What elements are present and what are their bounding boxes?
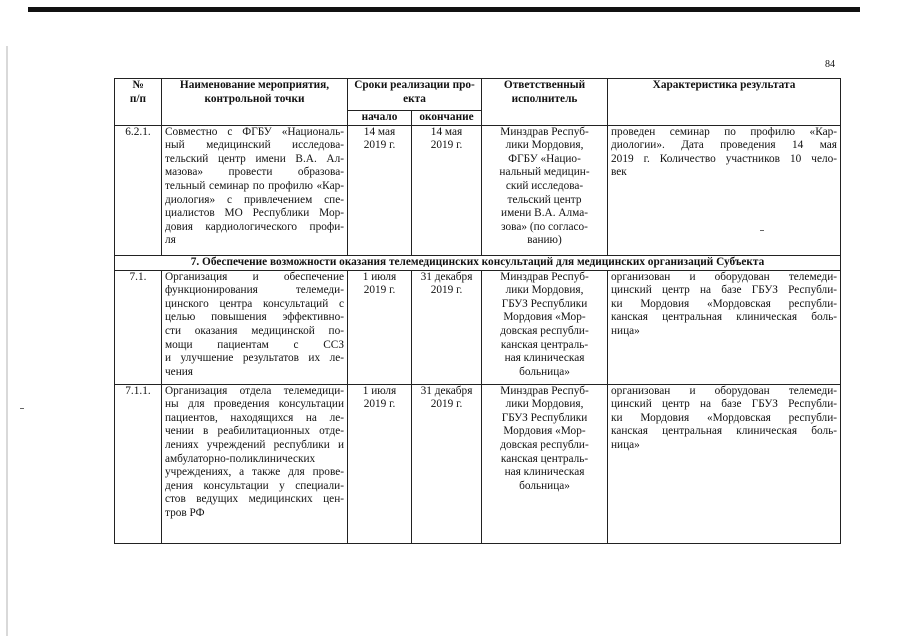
- text-line: лики Мордовия,: [505, 139, 584, 152]
- text-line: Сроки реализации про-: [354, 79, 475, 91]
- text-line: ля: [165, 234, 176, 247]
- text-line: Минздрав Респуб-: [500, 384, 589, 397]
- text-line: №: [132, 79, 144, 91]
- text-line: Минздрав Респуб-: [500, 125, 589, 138]
- text-line: век: [611, 166, 627, 179]
- text-line: больница»: [519, 365, 570, 378]
- text-line: Совместно с ФГБУ «Националь-: [165, 125, 344, 138]
- text-line: довская республи-: [500, 324, 589, 337]
- text-line: амбулаторно-поликлинических: [165, 452, 316, 465]
- text-line: ны для проведения консультации: [165, 398, 344, 411]
- text-line: довия кардиологического профи-: [165, 220, 344, 233]
- text-line: мощи пациентам с ССЗ: [165, 338, 344, 351]
- text-line: нальный медицин-: [499, 166, 590, 179]
- page-number: 84: [825, 59, 835, 70]
- row-number: 7.1.: [115, 270, 162, 384]
- text-line: организован и оборудован телемеди-: [611, 384, 838, 397]
- table-row: [115, 384, 841, 543]
- row-responsible: [482, 270, 608, 384]
- row-name: [162, 125, 348, 255]
- text-line: Наименование мероприятия,: [179, 79, 330, 91]
- text-line: Организация и обеспечение: [165, 270, 344, 283]
- text-line: 1 июля: [362, 270, 397, 283]
- row-responsible: [482, 125, 608, 255]
- row-number: 7.1.1.: [115, 384, 162, 543]
- text-line: диологии». Дата проведения 14 мая: [611, 139, 838, 152]
- text-line: канская централь-: [500, 452, 589, 465]
- text-line: 2019 г.: [363, 398, 396, 411]
- text-line: целью повышения эффективно-: [165, 311, 344, 324]
- text-line: имени В.А. Алма-: [501, 207, 588, 220]
- text-line: организован и оборудован телемеди-: [611, 270, 838, 283]
- text-line: цинского центра консультаций с: [165, 297, 344, 310]
- text-line: пациентов, находящихся на ле-: [165, 411, 344, 424]
- row-result: [608, 384, 841, 543]
- section-row: [115, 255, 841, 270]
- text-line: чении в реабилитационных отде-: [165, 425, 344, 438]
- text-line: довская республи-: [500, 438, 589, 451]
- text-line: контрольной точки: [204, 92, 305, 105]
- row-number: 6.2.1.: [115, 125, 162, 255]
- text-line: Ответственный: [503, 79, 586, 91]
- text-line: диология» с привлечением спе-: [165, 193, 344, 206]
- header-end: окончание: [412, 111, 482, 126]
- text-line: учреждениях, а также для прове-: [165, 466, 344, 479]
- header-name: [162, 79, 348, 126]
- activities-table: [114, 78, 841, 544]
- text-line: Мордовия «Мор-: [503, 425, 586, 438]
- text-line: тров РФ: [165, 506, 205, 519]
- header-start: начало: [348, 111, 412, 126]
- scan-left-edge: [6, 46, 8, 636]
- text-line: лики Мордовия,: [505, 284, 584, 297]
- text-line: ница»: [611, 324, 640, 337]
- text-line: ки Мордовия «Мордовская республи-: [611, 411, 838, 424]
- text-line: 2019 г.: [363, 284, 396, 297]
- header-num: [115, 79, 162, 126]
- text-line: ки Мордовия «Мордовская республи-: [611, 297, 838, 310]
- text-line: 1 июля: [362, 384, 397, 397]
- text-line: зова» (по согласо-: [501, 220, 588, 233]
- text-line: тельский центр: [507, 193, 582, 206]
- row-start-date: [348, 270, 412, 384]
- row-responsible: [482, 384, 608, 543]
- row-start-date: [348, 125, 412, 255]
- text-line: 2019 г.: [430, 398, 463, 411]
- text-line: п/п: [129, 92, 147, 105]
- row-end-date: [412, 270, 482, 384]
- text-line: канская центральная клиническая боль-: [611, 425, 838, 438]
- text-line: циалистов МО Республики Мор-: [165, 207, 344, 220]
- row-name: [162, 384, 348, 543]
- text-line: канская центральная клиническая боль-: [611, 311, 838, 324]
- text-line: ница»: [611, 438, 640, 451]
- row-end-date: [412, 384, 482, 543]
- text-line: цинский центр на базе ГБУЗ Республи-: [611, 284, 838, 297]
- table-row: [115, 125, 841, 255]
- row-start-date: [348, 384, 412, 543]
- text-line: Минздрав Респуб-: [500, 270, 589, 283]
- row-name: [162, 270, 348, 384]
- text-line: екта: [403, 92, 426, 105]
- text-line: 2019 г. Количество участников 10 чело-: [611, 152, 838, 165]
- section-title: 7. Обеспечение возможности оказания телемедицинских консультаций для медицинских организаций Субъекта: [115, 255, 841, 270]
- text-line: ФГБУ «Нацио-: [508, 152, 581, 165]
- text-line: ный медицинский исследова-: [165, 139, 344, 152]
- text-line: тельный семинар по профилю «Кар-: [165, 179, 344, 192]
- text-line: больница»: [519, 479, 570, 492]
- text-line: функционирования телемеди-: [165, 284, 344, 297]
- header-responsible: [482, 79, 608, 126]
- text-line: ГБУЗ Республики: [501, 411, 588, 424]
- text-line: 2019 г.: [430, 284, 463, 297]
- margin-mark: [20, 408, 24, 409]
- text-line: 31 декабря: [420, 270, 473, 283]
- text-line: мазова» провести образова-: [165, 166, 344, 179]
- text-line: тельский центр имени В.А. Ал-: [165, 152, 344, 165]
- text-line: 14 мая: [430, 125, 463, 138]
- text-line: ский исследова-: [505, 179, 584, 192]
- text-line: 14 мая: [363, 125, 396, 138]
- text-line: ная клиническая: [504, 466, 585, 479]
- row-end-date: [412, 125, 482, 255]
- header-terms: [348, 79, 482, 111]
- scan-top-border: [28, 7, 860, 12]
- text-line: 2019 г.: [430, 139, 463, 152]
- text-line: исполнитель: [511, 92, 578, 105]
- text-line: чения: [165, 365, 193, 378]
- text-line: цинский центр на базе ГБУЗ Республи-: [611, 398, 838, 411]
- text-line: канская централь-: [500, 338, 589, 351]
- text-line: дения консультации у специали-: [165, 479, 344, 492]
- text-line: лениях учреждений республики и: [165, 438, 344, 451]
- table-row: [115, 270, 841, 384]
- text-line: стов ведущих медицинских цен-: [165, 493, 344, 506]
- text-line: проведен семинар по профилю «Кар-: [611, 125, 838, 138]
- text-line: 31 декабря: [420, 384, 473, 397]
- row-result: [608, 270, 841, 384]
- row-result: [608, 125, 841, 255]
- text-line: ванию): [527, 234, 562, 247]
- text-line: сти оказания медицинской по-: [165, 324, 344, 337]
- text-line: ГБУЗ Республики: [501, 297, 588, 310]
- text-line: ная клиническая: [504, 352, 585, 365]
- text-line: и улучшение результатов их ле-: [165, 352, 344, 365]
- text-line: лики Мордовия,: [505, 398, 584, 411]
- header-result: Характеристика результата: [608, 79, 841, 126]
- text-line: Организация отдела телемедици-: [165, 384, 344, 397]
- text-line: Мордовия «Мор-: [503, 311, 586, 324]
- table-header-row: [115, 79, 841, 111]
- text-line: 2019 г.: [363, 139, 396, 152]
